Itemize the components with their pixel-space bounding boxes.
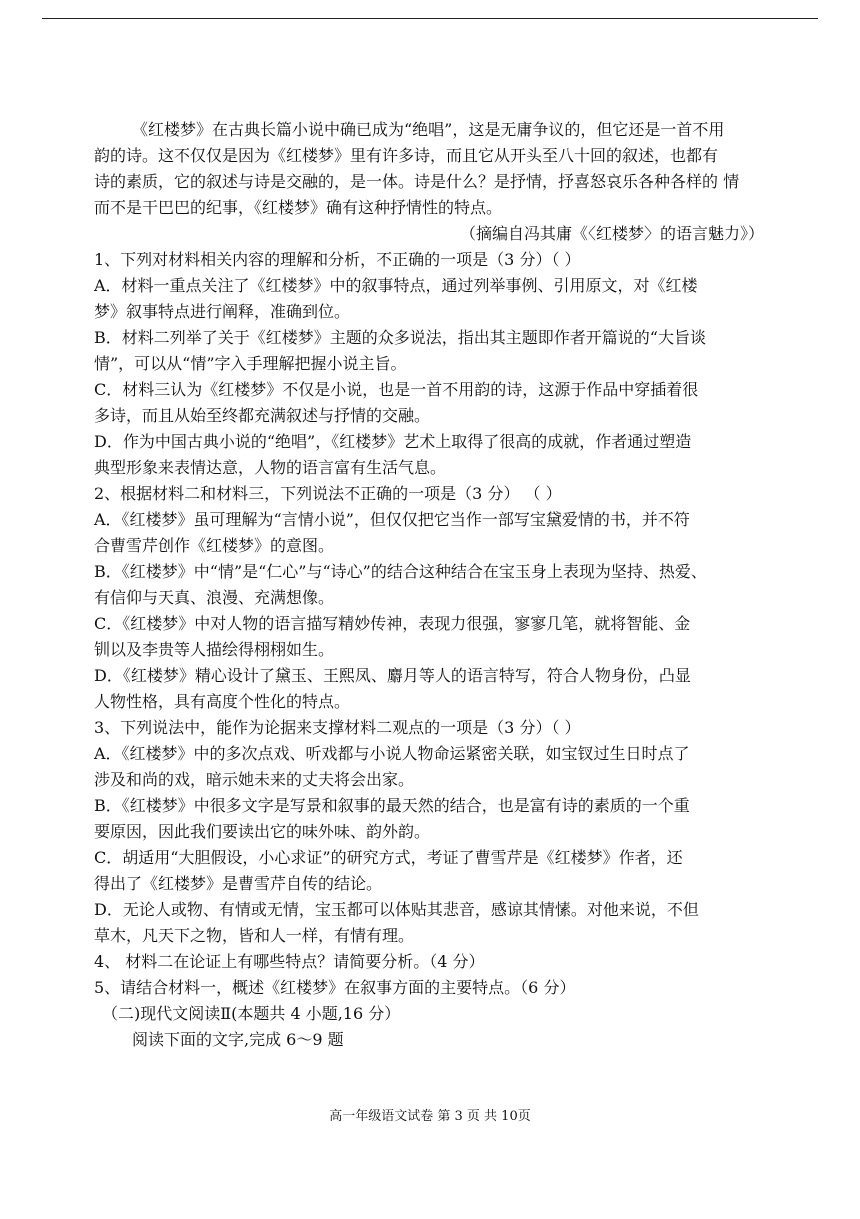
q2-option-c: C．《红楼梦》中对人物的语言描写精妙传神，表现力很强，寥寥几笔，就将智能、金 — [94, 614, 691, 633]
q3-option-d-cont: 草木，凡天下之物，皆和人一样，有情有理。 — [94, 926, 415, 945]
question-5: 5、请结合材料一，概述《红楼梦》在叙事方面的主要特点。（6 分） — [94, 978, 576, 997]
q1-option-a-cont: 梦》叙事特点进行阐释，准确到位。 — [94, 302, 351, 321]
q3-option-a-cont: 涉及和尚的戏，暗示她未来的丈夫将会出家。 — [94, 770, 415, 789]
q3-option-d: D．无论人或物、有情或无情，宝玉都可以体贴其悲音，感谅其情愫。对他来说，不但 — [94, 900, 699, 919]
section-2-heading: （二)现代文阅读Ⅱ(本题共 4 小题,16 分） — [102, 1004, 401, 1023]
q1-option-b-cont: 情”，可以从“情”字入手理解把握小说主旨。 — [94, 354, 407, 373]
q3-option-c: C．胡适用“大胆假设，小心求证”的研究方式，考证了曹雪芹是《红楼梦》作者，还 — [94, 848, 683, 867]
q1-option-b: B．材料二列举了关于《红楼梦》主题的众多说法，指出其主题即作者开篇说的“大旨谈 — [94, 328, 706, 347]
q3-option-a: A．《红楼梦》中的多次点戏、听戏都与小说人物命运紧密关联，如宝钗过生日时点了 — [94, 744, 690, 763]
material-line: 而不是干巴巴的纪事，《红楼梦》确有这种抒情性的特点。 — [94, 198, 503, 217]
q3-option-c-cont: 得出了《红楼梦》是曹雪芹自传的结论。 — [94, 874, 383, 893]
question-3-stem: 3、下列说法中，能作为论据来支撑材料二观点的一项是（3 分）（ ） — [94, 718, 581, 737]
q2-option-c-cont: 钏以及李贵等人描绘得栩栩如生。 — [94, 640, 335, 659]
material-line: 韵的诗。这不仅仅是因为《红楼梦》里有许多诗，而且它从开头至八十回的叙述，也都有 — [94, 146, 719, 165]
q2-option-a-cont: 合曹雪芹创作《红楼梦》的意图。 — [94, 536, 335, 555]
q3-option-b: B．《红楼梦》中很多文字是写景和叙事的最天然的结合，也是富有诗的素质的一个重 — [94, 796, 690, 815]
source-citation: （摘编自冯其庸《〈红楼梦〉的语言魅力》） — [459, 224, 764, 243]
q1-option-d: D．作为中国古典小说的“绝唱”，《红楼梦》艺术上取得了很高的成就，作者通过塑造 — [94, 432, 692, 451]
q2-option-d: D．《红楼梦》精心设计了黛玉、王熙凤、麝月等人的语言特写，符合人物身份，凸显 — [94, 666, 691, 685]
section-2-instruction: 阅读下面的文字,完成 6～9 题 — [132, 1030, 344, 1049]
page-footer: 高一年级语文试卷 第 3 页 共 10页 — [329, 1109, 531, 1124]
q1-option-a: A．材料一重点关注了《红楼梦》中的叙事特点，通过列举事例、引用原文，对《红楼 — [94, 276, 698, 295]
q2-option-b: B．《红楼梦》中“情”是“仁心”与“诗心”的结合这种结合在宝玉身上表现为坚持、热爱、 — [94, 562, 707, 581]
material-line: 《红楼梦》在古典长篇小说中确已成为“绝唱”，这是无庸争议的，但它还是一首不用 — [132, 120, 725, 139]
material-line: 诗的素质，它的叙述与诗是交融的，是一体。诗是什么？是抒情，抒喜怒哀乐各种各样的 情 — [94, 172, 740, 191]
question-4: 4、 材料二在论证上有哪些特点？请简要分析。（4 分） — [94, 952, 485, 971]
q1-option-c-cont: 多诗，而且从始至终都充满叙述与抒情的交融。 — [94, 406, 431, 425]
exam-content — [94, 117, 794, 1053]
top-rule — [42, 18, 818, 19]
q2-option-d-cont: 人物性格，具有高度个性化的特点。 — [94, 692, 351, 711]
q1-option-d-cont: 典型形象来表情达意，人物的语言富有生活气息。 — [94, 458, 447, 477]
q2-option-a: A．《红楼梦》虽可理解为“言情小说”，但仅仅把它当作一部写宝黛爱情的书，并不符 — [94, 510, 690, 529]
q2-option-b-cont: 有信仰与天真、浪漫、充满想像。 — [94, 588, 335, 607]
q1-option-c: C．材料三认为《红楼梦》不仅是小说，也是一首不用韵的诗，这源于作品中穿插着很 — [94, 380, 699, 399]
question-2-stem: 2、根据材料二和材料三，下列说法不正确的一项是（3 分） （ ） — [94, 484, 562, 503]
q3-option-b-cont: 要原因，因此我们要读出它的味外味、韵外韵。 — [94, 822, 431, 841]
question-1-stem: 1、下列对材料相关内容的理解和分析，不正确的一项是（3 分）（ ） — [94, 250, 581, 269]
